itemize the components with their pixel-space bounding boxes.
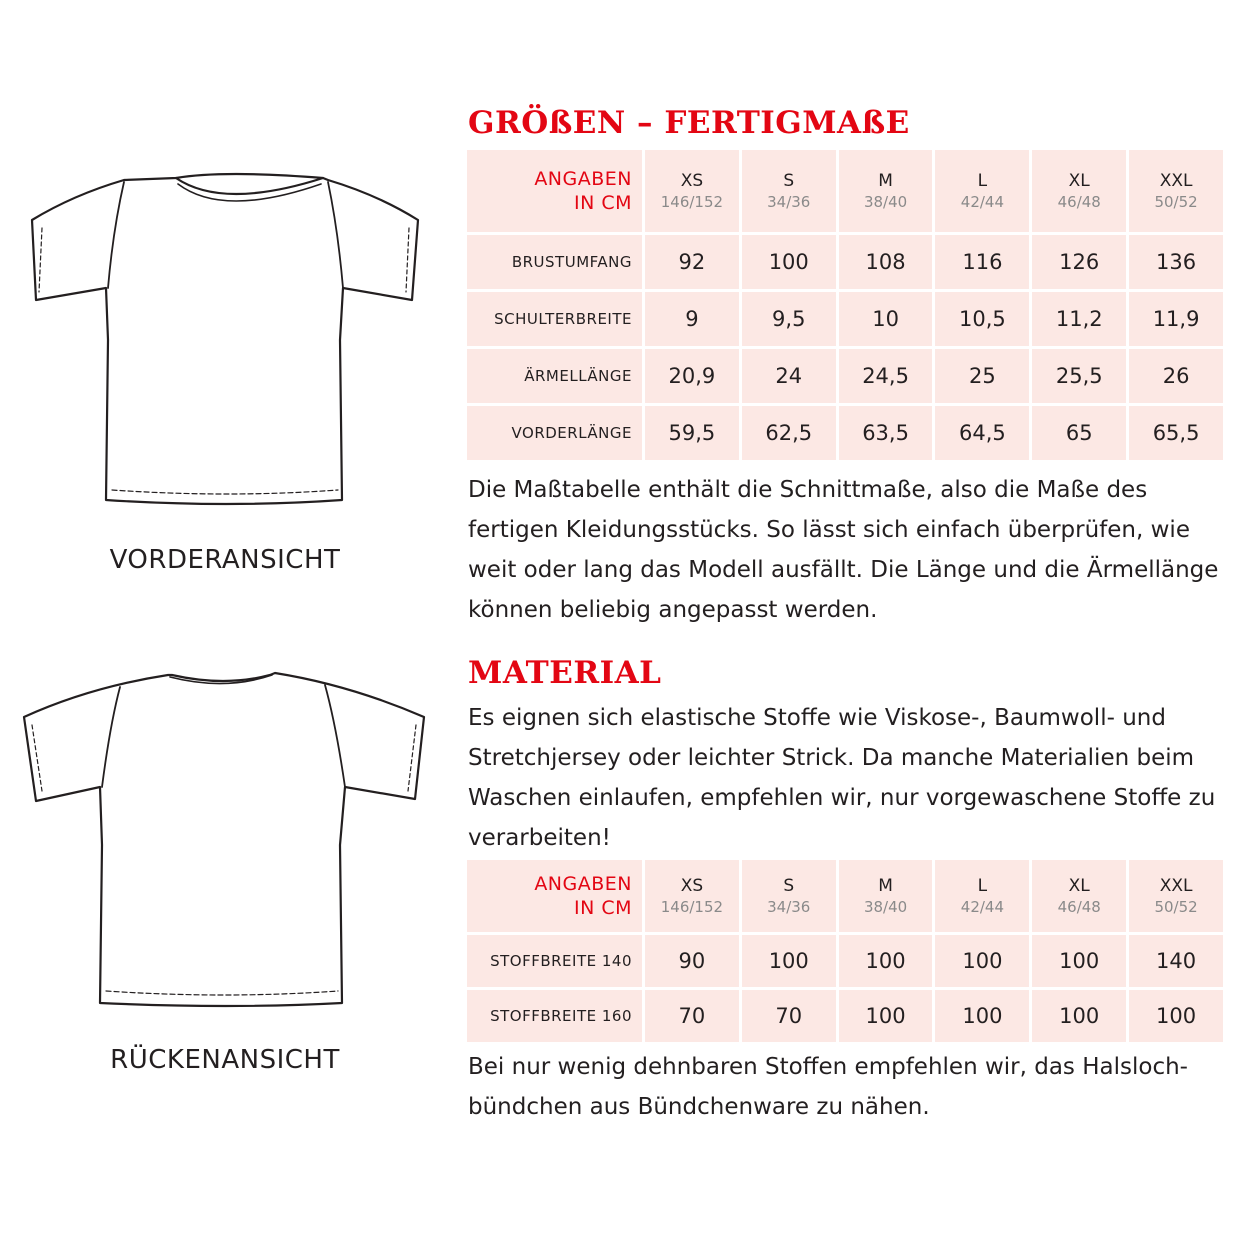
row-label: VORDERLÄNGE <box>467 406 642 460</box>
table-cell: 92 <box>645 235 739 289</box>
row-label: STOFFBREITE 160 <box>467 990 642 1042</box>
table-row <box>467 406 1223 460</box>
size-column-header: XXL 50/52 <box>1129 150 1223 232</box>
table-cell: 20,9 <box>645 349 739 403</box>
table-cell: 136 <box>1129 235 1223 289</box>
table-cell: 100 <box>839 935 933 987</box>
fabric-table-header-row <box>467 860 1223 932</box>
units-header-line2: IN CM <box>573 897 632 919</box>
size-column-header: XXL 50/52 <box>1129 860 1223 932</box>
material-heading: MATERIAL <box>468 655 662 691</box>
size-column-header: M 38/40 <box>839 860 933 932</box>
table-cell: 25,5 <box>1032 349 1126 403</box>
table-cell: 11,2 <box>1032 292 1126 346</box>
table-cell: 64,5 <box>935 406 1029 460</box>
units-header <box>467 860 642 932</box>
size-column-header: L 42/44 <box>935 150 1029 232</box>
table-cell: 100 <box>1129 990 1223 1042</box>
units-header <box>467 150 642 232</box>
table-cell: 90 <box>645 935 739 987</box>
table-cell: 65,5 <box>1129 406 1223 460</box>
table-cell: 9 <box>645 292 739 346</box>
table-cell: 70 <box>645 990 739 1042</box>
table-cell: 62,5 <box>742 406 836 460</box>
table-cell: 59,5 <box>645 406 739 460</box>
table-cell: 26 <box>1129 349 1223 403</box>
front-view-label: VORDERANSICHT <box>109 545 341 575</box>
table-row <box>467 292 1223 346</box>
units-header-line1: ANGABEN <box>534 168 632 190</box>
table-cell: 9,5 <box>742 292 836 346</box>
table-cell: 100 <box>742 935 836 987</box>
material-note: Bei nur wenig dehnbaren Stoffen empfehlen wir, das Halsloch-bündchen aus Bündchenware zu nähen. <box>468 1054 1188 1120</box>
table-cell: 25 <box>935 349 1029 403</box>
table-cell: 100 <box>935 990 1029 1042</box>
table-cell: 100 <box>1032 990 1126 1042</box>
size-column-header: XL 46/48 <box>1032 150 1126 232</box>
front-view-illustration <box>28 170 423 510</box>
sizes-heading: GRÖßEN – FERTIGMAßE <box>468 105 910 141</box>
table-cell: 65 <box>1032 406 1126 460</box>
table-row <box>467 935 1223 987</box>
size-table <box>464 147 1226 463</box>
table-cell: 11,9 <box>1129 292 1223 346</box>
row-label: STOFFBREITE 140 <box>467 935 642 987</box>
table-cell: 100 <box>839 990 933 1042</box>
units-header-line2: IN CM <box>573 192 632 214</box>
size-table-note: Die Maßtabelle enthält die Schnittmaße, also die Maße des fertigen Kleidungsstücks. So lässt sich einfach überprüfen, wie weit oder lang das Modell ausfällt. Die Länge und die Ärmellänge können beliebig angepasst werden. <box>468 477 1219 623</box>
table-cell: 126 <box>1032 235 1126 289</box>
row-label: SCHULTERBREITE <box>467 292 642 346</box>
table-cell: 10 <box>839 292 933 346</box>
size-column-header: XS 146/152 <box>645 150 739 232</box>
table-cell: 10,5 <box>935 292 1029 346</box>
back-view-illustration <box>20 665 430 1010</box>
row-label: BRUSTUMFANG <box>467 235 642 289</box>
table-row <box>467 235 1223 289</box>
fabric-table <box>464 857 1226 1045</box>
size-column-header: L 42/44 <box>935 860 1029 932</box>
size-column-header: XL 46/48 <box>1032 860 1126 932</box>
table-cell: 140 <box>1129 935 1223 987</box>
size-column-header: S 34/36 <box>742 860 836 932</box>
size-column-header: XS 146/152 <box>645 860 739 932</box>
table-row <box>467 349 1223 403</box>
table-cell: 100 <box>742 235 836 289</box>
table-cell: 100 <box>1032 935 1126 987</box>
table-row <box>467 990 1223 1042</box>
table-cell: 63,5 <box>839 406 933 460</box>
table-cell: 108 <box>839 235 933 289</box>
size-table-header-row <box>467 150 1223 232</box>
row-label: ÄRMELLÄNGE <box>467 349 642 403</box>
table-cell: 100 <box>935 935 1029 987</box>
table-cell: 24 <box>742 349 836 403</box>
table-cell: 24,5 <box>839 349 933 403</box>
size-column-header: M 38/40 <box>839 150 933 232</box>
units-header-line1: ANGABEN <box>534 873 632 895</box>
back-view-label: RÜCKENANSICHT <box>110 1045 340 1075</box>
garment-views <box>0 0 450 1250</box>
size-column-header: S 34/36 <box>742 150 836 232</box>
material-intro: Es eignen sich elastische Stoffe wie Viskose-, Baumwoll- und Stretchjersey oder leichter Strick. Da manche Materialien beim Waschen einlaufen, empfehlen wir, nur vorgewaschene Stoffe zu verarbeiten! <box>468 705 1216 851</box>
table-cell: 116 <box>935 235 1029 289</box>
table-cell: 70 <box>742 990 836 1042</box>
